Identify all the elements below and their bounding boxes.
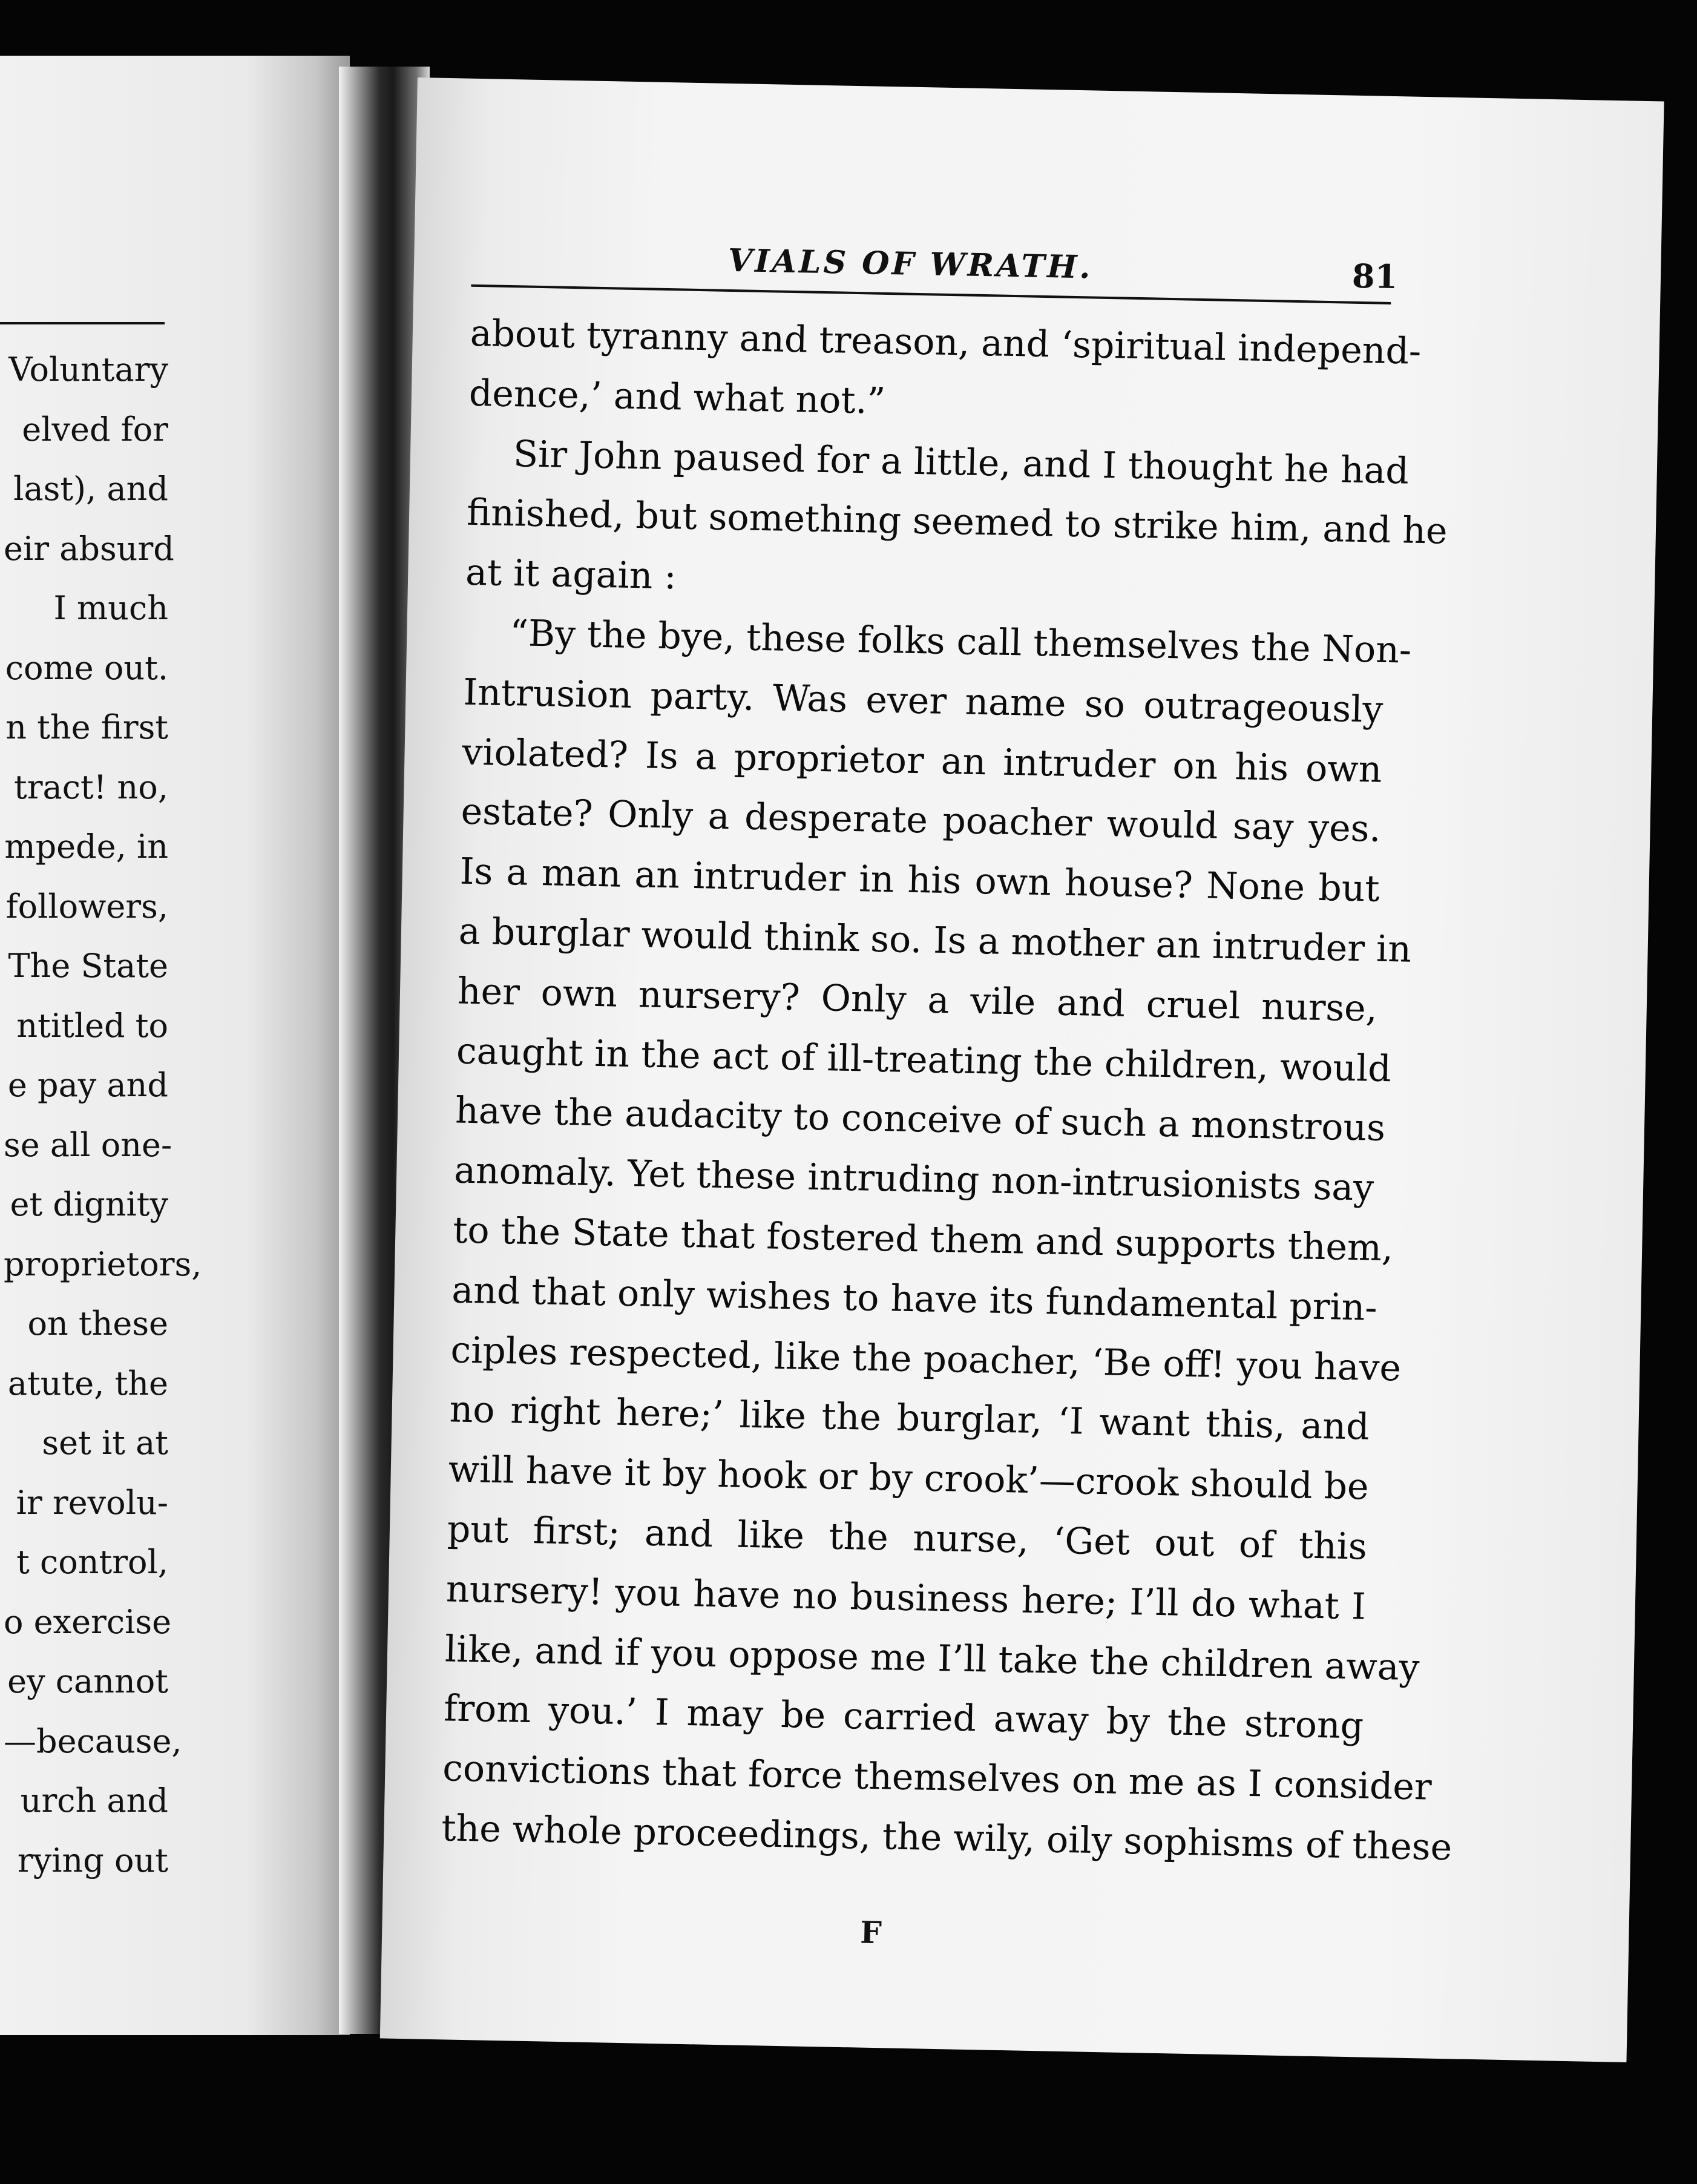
- left-page-line: Voluntary: [8, 350, 168, 389]
- body-line: Is a man an intruder in his own house? None but: [459, 850, 1380, 910]
- body-line: “By the bye, these folks call themselves the Non-: [509, 612, 1412, 672]
- left-page-line: last), and: [13, 470, 168, 508]
- body-line: at it again :: [465, 551, 677, 598]
- left-page-line: e pay and: [7, 1066, 168, 1104]
- left-page-line: urch and: [20, 1781, 168, 1820]
- body-line: nursery! you have no business here; I’ll do what I: [445, 1568, 1367, 1628]
- page-number: 81: [1351, 256, 1398, 297]
- left-page-line: et dignity: [10, 1185, 168, 1223]
- body-line: put first; and like the nurse, ‘Get out of this: [447, 1508, 1368, 1568]
- left-page-line: ey cannot: [7, 1662, 168, 1700]
- body-line: dence,’ and what not.”: [468, 372, 886, 423]
- left-page-line: o exercise: [4, 1602, 172, 1641]
- left-page-line: ir revolu-: [16, 1483, 168, 1522]
- left-page-text: [4, 340, 202, 1890]
- left-page-line: tract! no,: [14, 768, 168, 806]
- left-page-line: —because,: [4, 1722, 182, 1760]
- left-page-line: eir absurd: [4, 529, 174, 568]
- left-page-line: followers,: [5, 887, 168, 926]
- body-line: violated? Is a proprietor an intruder on his own: [461, 731, 1383, 791]
- left-page-line: elved for: [22, 410, 168, 449]
- body-line: no right here;’ like the burglar, ‘I want this, and: [449, 1388, 1370, 1449]
- body-line: from you.’ I may be carried away by the strong: [443, 1687, 1364, 1748]
- right-page: [380, 77, 1664, 2062]
- left-page-line: ntitled to: [16, 1006, 168, 1045]
- body-line: have the audacity to conceive of such a monstrous: [455, 1089, 1386, 1150]
- body-line: will have it by hook or by crook’—crook should be: [448, 1448, 1370, 1508]
- body-line: estate? Only a desperate poacher would say yes.: [461, 790, 1382, 851]
- body-line: and that only wishes to have its fundamental prin-: [451, 1269, 1378, 1329]
- body-line: to the State that fostered them and supports them,: [452, 1209, 1394, 1270]
- body-line: Intrusion party. Was ever name so outrageously: [462, 671, 1384, 731]
- body-line: about tyranny and treason, and ‘spiritual independ-: [470, 312, 1422, 373]
- body-line: caught in the act of ill-treating the children, would: [456, 1030, 1392, 1090]
- body-line: like, and if you oppose me I’ll take the children away: [444, 1627, 1420, 1689]
- signature-mark: F: [859, 1914, 882, 1951]
- body-line: the whole proceedings, the wily, oily sophisms of these: [441, 1807, 1452, 1869]
- body-text: [441, 304, 1452, 1876]
- left-page-line: mpede, in: [4, 827, 168, 866]
- left-page-line: proprietors,: [4, 1245, 202, 1283]
- body-line: her own nursery? Only a vile and cruel nurse,: [457, 970, 1378, 1030]
- body-line: a burglar would think so. Is a mother an intruder in: [458, 910, 1412, 971]
- body-line: Sir John paused for a little, and I thought he had: [513, 432, 1410, 493]
- body-line: convictions that force themselves on me as I consider: [442, 1747, 1433, 1809]
- left-page-rule: [0, 322, 165, 324]
- body-line: anomaly. Yet these intruding non-intrusionists say: [453, 1149, 1374, 1209]
- left-page-line: on these: [27, 1304, 168, 1343]
- body-line: finished, but something seemed to strike him, and he: [466, 492, 1448, 553]
- body-line: ciples respected, like the poacher, ‘Be off! you have: [450, 1328, 1402, 1390]
- left-page-line: n the first: [5, 708, 168, 746]
- left-page-line: come out.: [5, 648, 168, 687]
- left-page-line: t control,: [16, 1543, 168, 1581]
- running-head: VIALS OF WRATH.: [727, 242, 1094, 286]
- left-page-line: I much: [53, 589, 168, 627]
- left-page-line: rying out: [17, 1841, 168, 1880]
- left-page-line: atute, the: [7, 1364, 168, 1403]
- left-page-line: se all one-: [4, 1125, 172, 1164]
- left-page-line: set it at: [42, 1424, 168, 1462]
- left-page-line: The State: [8, 947, 168, 985]
- left-page: [0, 56, 350, 2035]
